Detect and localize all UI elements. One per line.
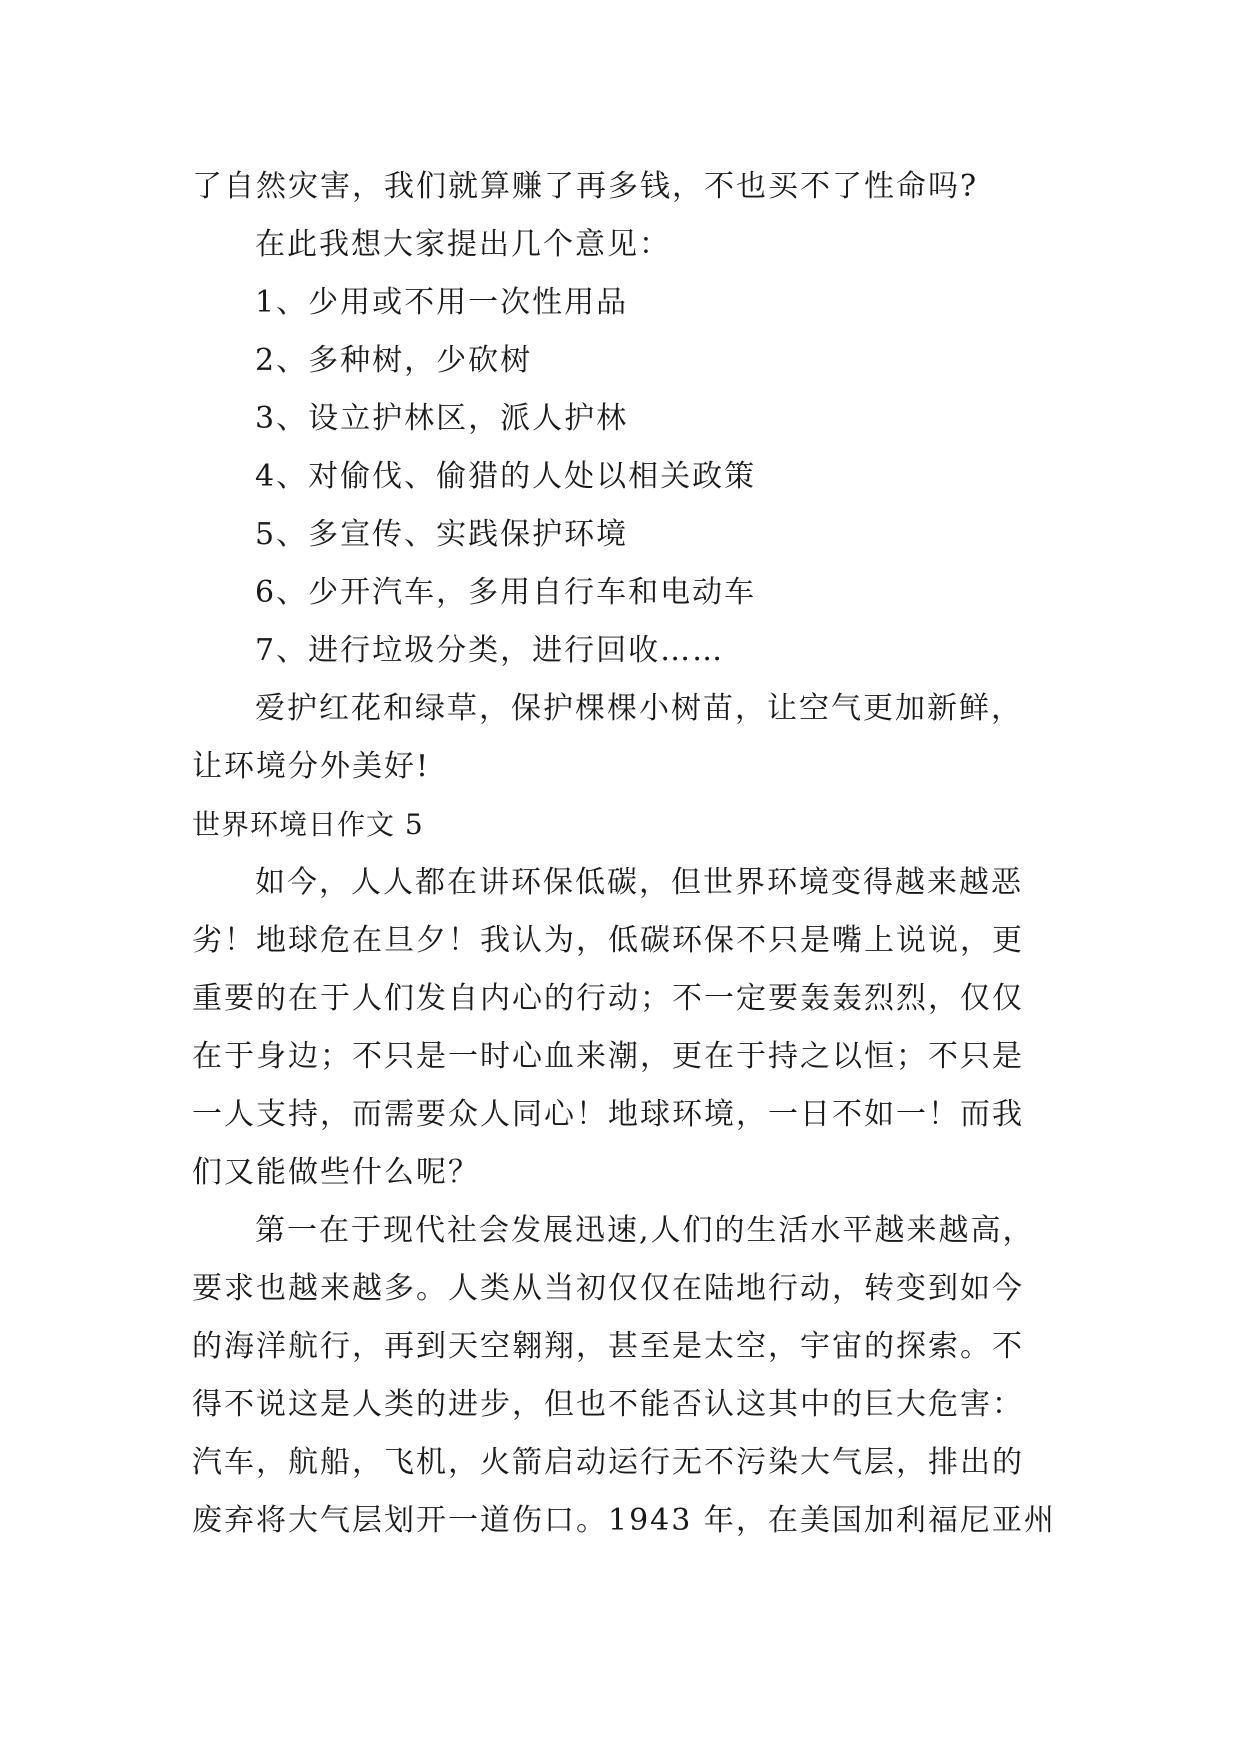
section-heading: 世界环境日作文 5 [192,808,424,841]
paragraph-line: 劣！地球危在旦夕！我认为，低碳环保不只是嘴上说说，更 [192,923,1024,958]
list-item: 2、多种树，少砍树 [255,343,533,378]
list-item: 7、进行垃圾分类，进行回收…… [255,633,725,668]
paragraph-line: 让环境分外美好! [192,749,431,784]
paragraph-line: 要求也越来越多。人类从当初仅仅在陆地行动，转变到如今 [192,1271,1024,1306]
paragraph-line: 废弃将大气层划开一道伤口。1943 年，在美国加利福尼亚州 [192,1503,1056,1538]
paragraph-line: 在于身边；不只是一时心血来潮，更在于持之以恒；不只是 [192,1039,1024,1074]
list-item: 1、少用或不用一次性用品 [255,285,629,320]
paragraph-line: 如今，人人都在讲环保低碳，但世界环境变得越来越恶 [255,865,1023,900]
paragraph-line: 重要的在于人们发自内心的行动；不一定要轰轰烈烈，仅仅 [192,981,1024,1016]
paragraph-line: 的海洋航行，再到天空翱翔，甚至是太空，宇宙的探索。不 [192,1329,1024,1364]
list-item: 6、少开汽车，多用自行车和电动车 [255,575,757,610]
paragraph-line: 在此我想大家提出几个意见： [255,227,671,262]
paragraph-line: 了自然灾害，我们就算赚了再多钱，不也买不了性命吗? [192,169,979,204]
list-item: 5、多宣传、实践保护环境 [255,517,629,552]
paragraph-line: 得不说这是人类的进步，但也不能否认这其中的巨大危害： [192,1387,1024,1422]
paragraph-line: 汽车，航船，飞机，火箭启动运行无不污染大气层，排出的 [192,1445,1024,1480]
list-item: 4、对偷伐、偷猎的人处以相关政策 [255,459,757,494]
paragraph-line: 爱护红花和绿草，保护棵棵小树苗，让空气更加新鲜， [255,691,1023,726]
paragraph-line: 一人支持，而需要众人同心！地球环境，一日不如一！而我 [192,1097,1024,1132]
list-item: 3、设立护林区，派人护林 [255,401,629,436]
paragraph-line: 们又能做些什么呢？ [192,1155,480,1190]
document-page [192,158,1056,1550]
paragraph-line: 第一在于现代社会发展迅速,人们的生活水平越来越高， [255,1213,1035,1248]
